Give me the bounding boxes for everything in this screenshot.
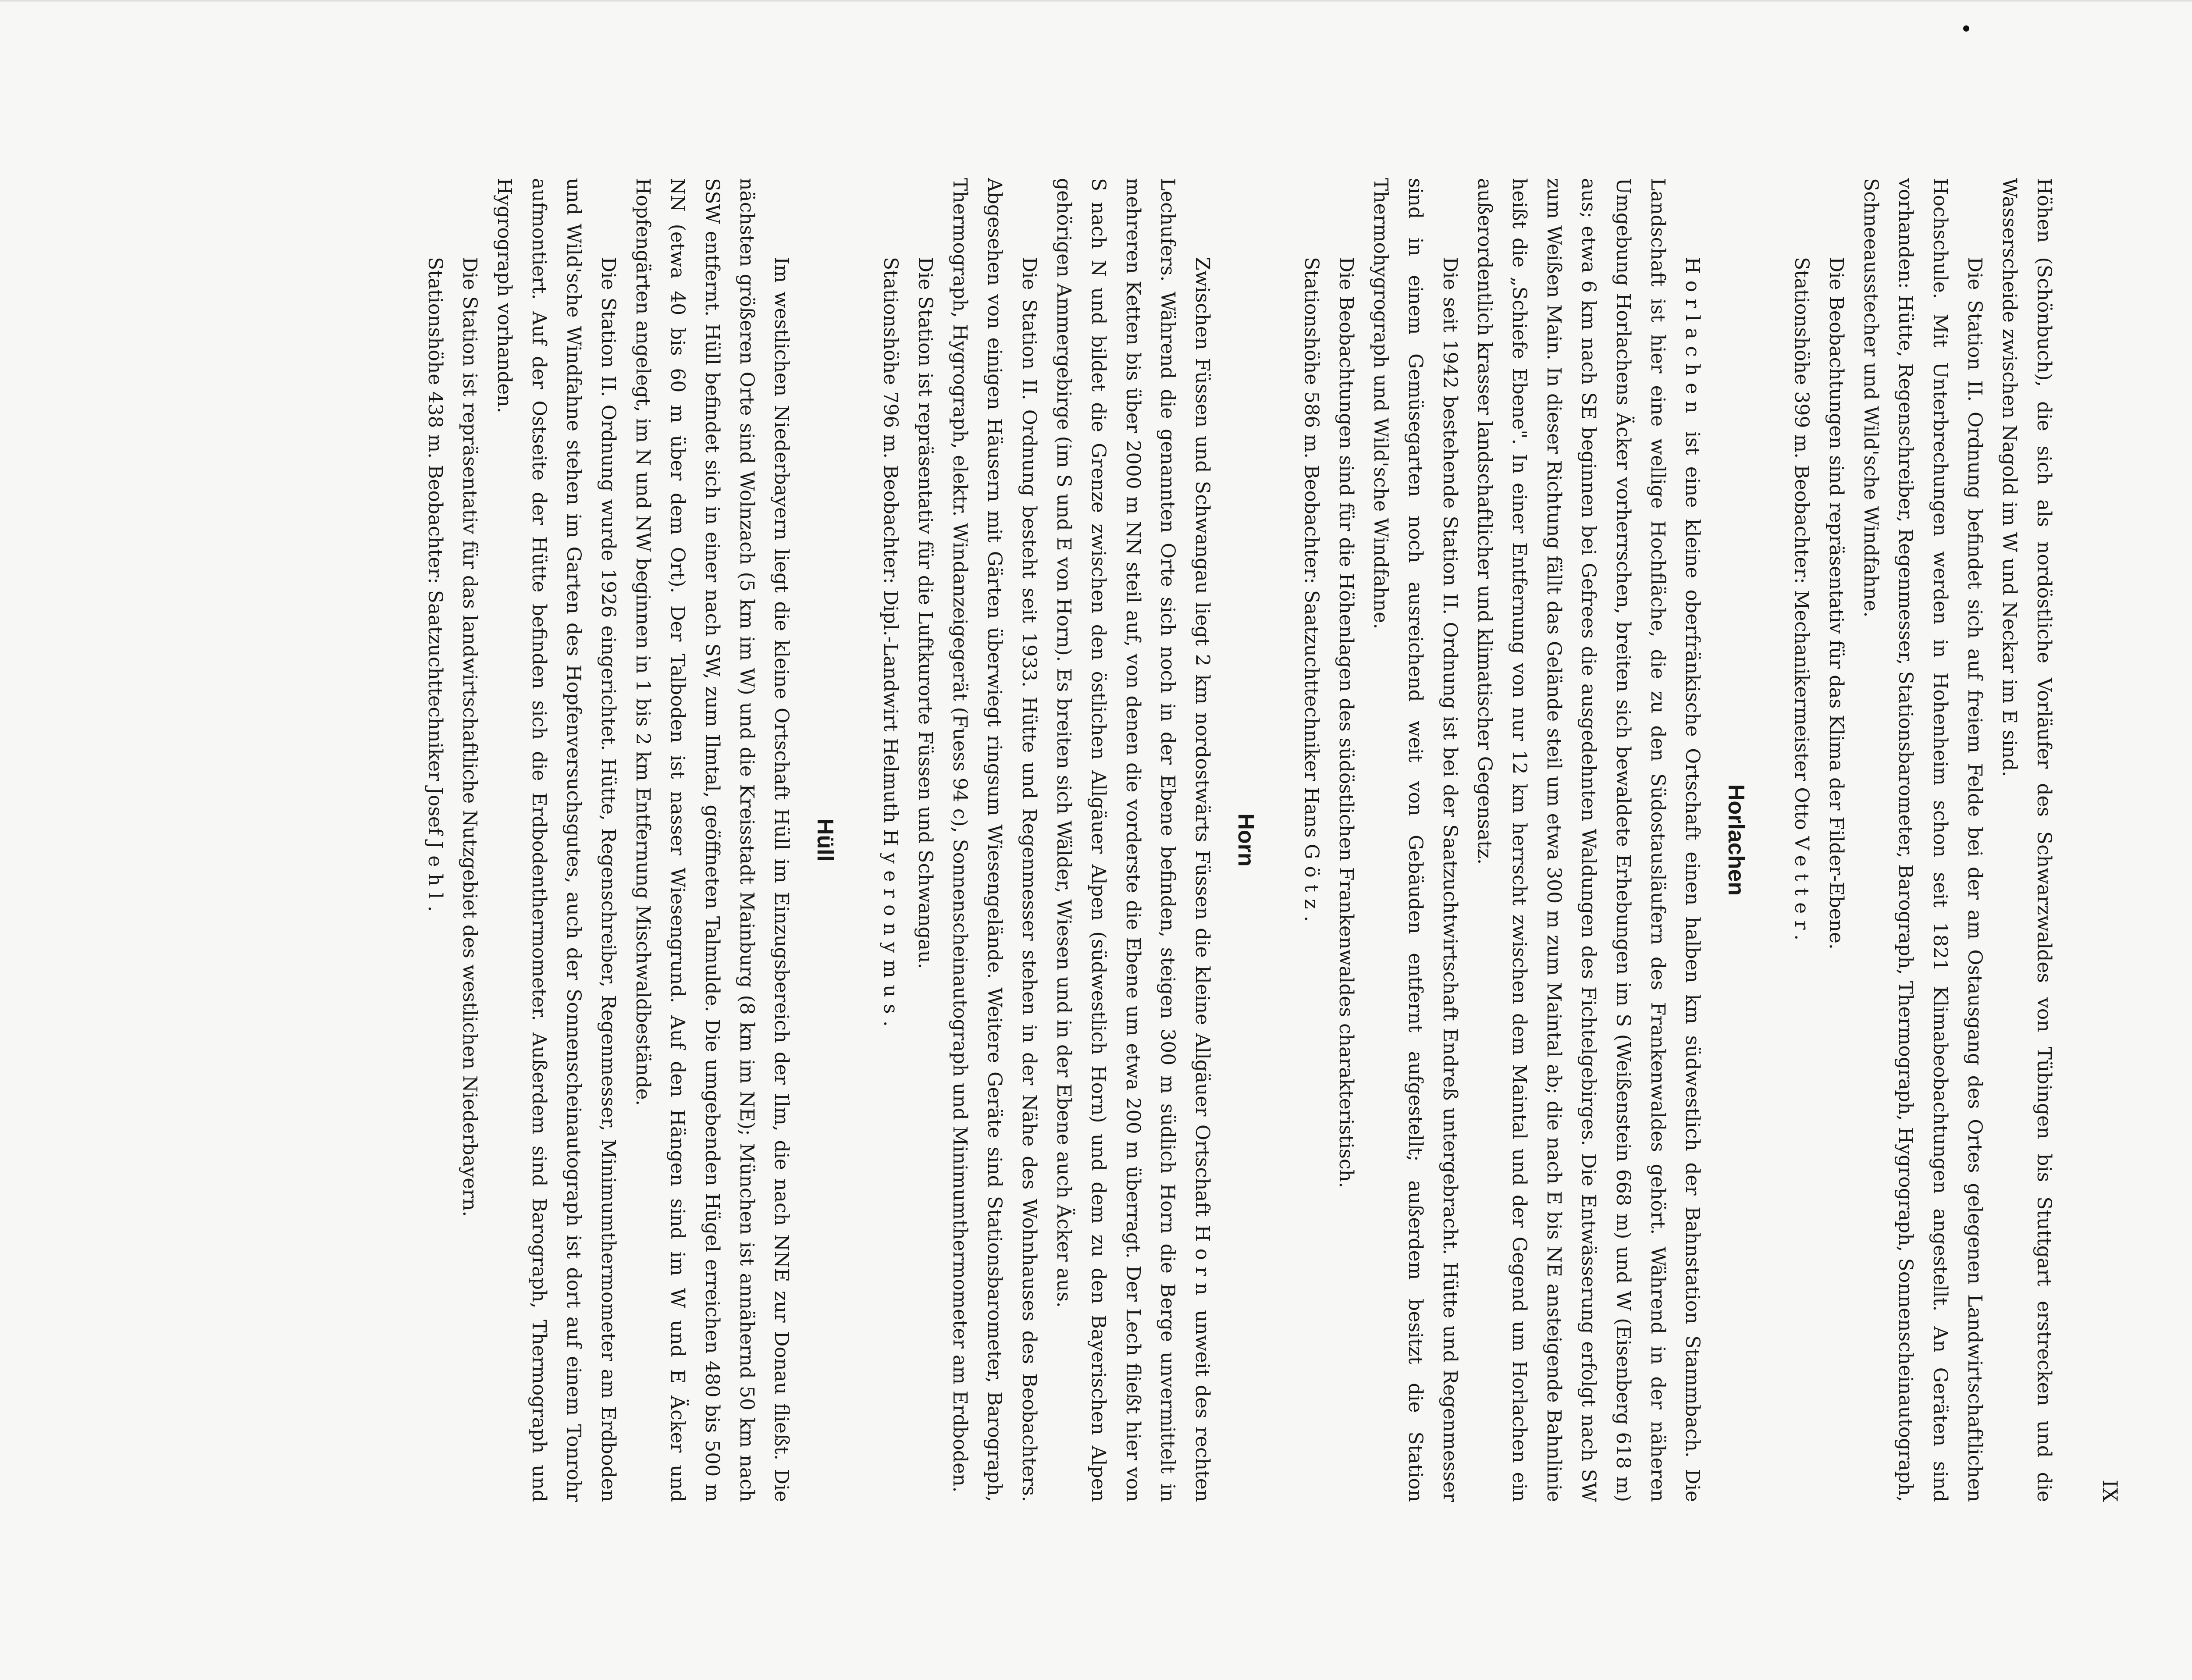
intro-paragraph-2: Die Station II. Ordnung befindet sich auf freiem Felde bei der am Ostausgang des Ortes gelegenen Landwirtschaftlichen Hochschule. Mit Unterbrechungen werden in Hohenheim schon seit 1821 Klimabeobachtungen angestellt. An Geräten sind vorhanden: Hütte, Regenschreiber, Regenmesser, Stationsbarometer, Barograph, Thermograph, Hygrograph, Sonnenscheinautograph, Schneeausstecher und Wild'sche Windfahne. [1860, 178, 1986, 1502]
intro-station-line [1784, 178, 1819, 1502]
huell-paragraph-3: Die Station ist repräsentativ für das landwirtschaftliche Nutzgebiet des westlichen Niederbayern. [459, 257, 481, 1217]
paragraph-text: Zwischen Füssen und Schwangau liegt 2 km nordostwärts Füssen die kleine Allgäuer Ortschaft [1191, 257, 1213, 1225]
page-body [229, 160, 2122, 1520]
paragraph-text: ist eine kleine oberfränkische Ortschaft einen halben km südwestlich der Bahnstation Stammbach. Die Landschaft ist hier eine wellige Hochfläche, die zu den Südostausläufern des Frankenwaldes gehört. Während in der näheren Umgebung Horlachens Äcker vorherrschen, breiten sich bewaldete Erhebungen im S (Weißenstein 668 m) und W (Eisenberg 618 m) aus; etwa 6 km nach SE beginnen bei Gefrees die ausgedehnten Waldungen des Fichtelgebirges. Die Entwässerung erfolgt nach SW zum Weißen Main. In dieser Richtung fällt das Gelände steil um etwa 300 m zum Maintal ab; die nach E bis NE ansteigende Bahnlinie heißt die „Schiefe Ebene". In einer Entfernung von nur 12 km herrscht zwischen dem Maintal und der Gegend um Horlachen ein außerordentlich krasser landschaftlicher und klimatischer Gegensatz. [1473, 178, 1704, 1502]
scan-speck [1963, 25, 1969, 32]
place-name: Horlachen [1681, 257, 1704, 420]
horn-paragraph-2: Die Station II. Ordnung besteht seit 1933. Hütte und Regenmesser stehen in der Nähe des Wohnhauses des Beobachters. Abgesehen von einigen Häusern mit Gärten überwiegt ringsum Wiesengelände. Weitere Geräte sind Stationsbarometer, Barograph, Thermograph, Hygrograph, elektr. Windanzeigegerät (Fuess 94 c), Sonnenscheinautograph und Minimumthermometer am Erdboden. [949, 178, 1040, 1502]
horlachen-paragraph-1 [1467, 178, 1710, 1502]
intro-paragraph-1: Höhen (Schönbuch), die sich als nordöstliche Vorläufer des Schwarzwaldes von Tübingen bis Stuttgart erstrecken und die Wasserscheide zwischen Nagold im W und Neckar im E sind. [1998, 178, 2055, 1502]
section-heading-horlachen: Horlachen [1723, 784, 1749, 896]
page-number: IX [2098, 1480, 2122, 1502]
huell-paragraph-2: Die Station II. Ordnung wurde 1926 eingerichtet. Hütte, Regenschreiber, Regenmesser, Minimumthermometer am Erdboden und Wild'sche Windfahne stehen im Garten des Hopfenversuchsgutes, auch der Sonnenscheinautograph ist dort auf einem Tonrohr aufmontiert. Auf der Ostseite der Hütte befinden sich die Erdbodenthermometer. Außerdem sind Barograph, Thermograph und Hygrograph vorhanden. [493, 178, 619, 1502]
scan-top-edge [0, 0, 2192, 3]
place-name: Horn [1191, 1224, 1213, 1302]
huell-paragraph-1: Im westlichen Niederbayern liegt die kleine Ortschaft Hüll im Einzugsbereich der Ilm, die nach NNE zur Donau fließt. Die nächsten größeren Orte sind Wolnzach (5 km im W) und die Kreisstadt Mainburg (8 km im NE); München ist annähernd 50 km nach SSW entfernt. Hüll befindet sich in einer nach SW, zum Ilmtal, geöffneten Talmulde. Die umgebenden Hügel erreichen 480 bis 500 m NN (etwa 40 bis 60 m über dem Ort). Der Talboden ist nasser Wiesengrund. Auf den Hängen sind im W und E Äcker und Hopfengärten angelegt, im N und NW beginnen in 1 bis 2 km Entfernung Mischwaldbestände. [632, 178, 793, 1502]
horn-paragraph-3: Die Station ist repräsentativ für die Luftkurorte Füssen und Schwangau. [914, 257, 936, 969]
document-page [229, 160, 2122, 1520]
huell-station-line [418, 178, 452, 1502]
page-content [418, 178, 2061, 1502]
observer-name: Hyeronymus. [879, 829, 902, 1034]
intro-paragraph-3: Die Beobachtungen sind repräsentativ für das Klima der Filder-Ebene. [1825, 257, 1847, 950]
section-heading-horn: Horn [1233, 813, 1259, 867]
horn-station-line [873, 178, 908, 1502]
station-text: Stationshöhe 796 m. Beobachter: Dipl.-Landwirt Helmuth [879, 257, 902, 829]
observer-name: Jehl. [424, 841, 446, 919]
station-text: Stationshöhe 586 m. Beobachter: Saatzuchttechniker Hans [1300, 257, 1323, 844]
observer-name: Götz. [1300, 844, 1323, 929]
horlachen-paragraph-2: Die seit 1942 bestehende Station II. Ordnung ist bei der Saatzuchtwirtschaft Endreß untergebracht. Hütte und Regenmesser sind in einem Gemüsegarten noch ausreichend weit von Gebäuden entfernt aufgestellt; außerdem besitzt die Station Thermohygrograph und Wild'sche Windfahne. [1370, 178, 1461, 1502]
horlachen-station-line [1294, 178, 1329, 1502]
horlachen-paragraph-3: Die Beobachtungen sind für die Höhenlagen des südöstlichen Frankenwaldes charakteristisch. [1335, 257, 1357, 1188]
paragraph-text: unweit des rechten Lechufers. Während die genannten Orte sich noch in der Ebene befinden, steigen 300 m südlich Horn die Berge unvermittelt in mehreren Ketten bis über 2000 m NN steil auf, von denen die vorderste die Ebene um etwa 200 m überragt. Der Lech fließt hier von S nach N und bildet die Grenze zwischen den östlichen Allgäuer Alpen (südwestlich Horn) und dem zu den Bayerischen Alpen gehörigen Ammergebirge (im S und E von Horn). Es breiten sich Wälder, Wiesen und in der Ebene auch Äcker aus. [1053, 178, 1213, 1502]
horn-paragraph-1 [1046, 178, 1220, 1502]
section-heading-huell: Hüll [812, 818, 838, 862]
station-text: Stationshöhe 438 m. Beobachter: Saatzuchttechniker Josef [424, 257, 446, 841]
station-text: Stationshöhe 399 m. Beobachter: Mechanikermeister Otto [1790, 257, 1813, 836]
observer-name: Vetter. [1790, 836, 1813, 947]
